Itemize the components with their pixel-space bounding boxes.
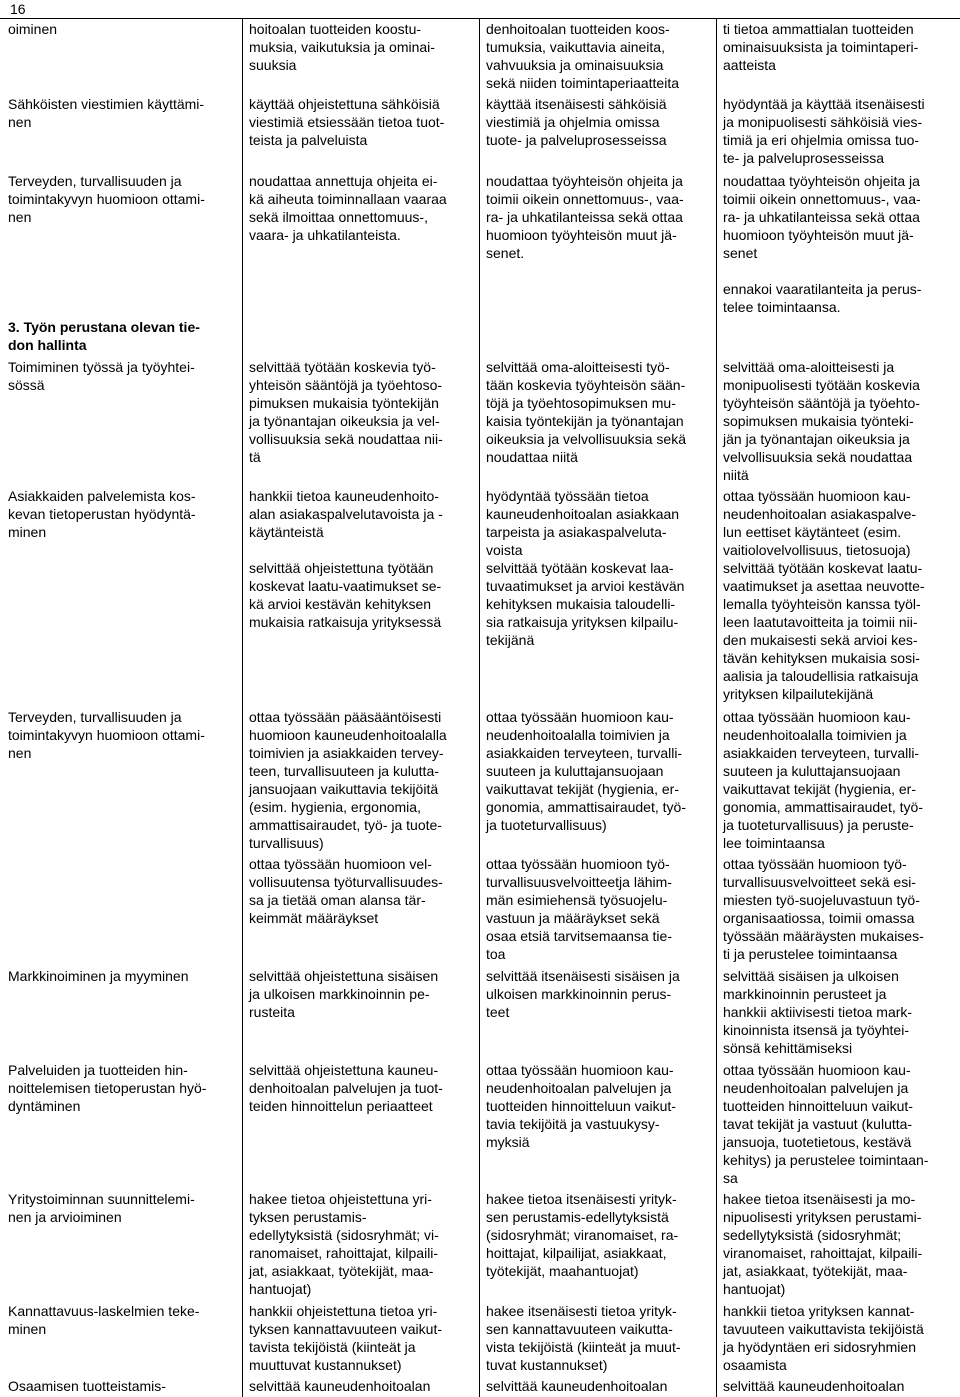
table-cell-tyoturvallisuus-col1: ottaa työssään huomioon vel- vollisuutensa työturvallisuudes- sa ja tietää oman alansa tär- keimmät määräykset xyxy=(249,856,443,926)
table-cell-kannattavuus-col0: Kannattavuus-laskelmien teke- minen xyxy=(8,1303,200,1337)
table-cell-suunnittelu-col3: hakee tietoa itsenäisesti ja mo- nipuolisesti yrityksen perustami- sedellytyksistä (sidosryhmät; viranomaiset, rahoittajat, kilpaili- jat, asiakkaat, työtekijät, maa- hantuojat) xyxy=(723,1191,923,1297)
table-cell-osaamisen-tuotteistaminen-col2: selvittää kauneudenhoitoalan xyxy=(486,1378,668,1394)
table-cell-asiakkaiden-palveleminen-col2: hyödyntää työssään tietoa kauneudenhoitoalan asiakkaan tarpeista ja asiakaspalveluta- voista xyxy=(486,488,680,558)
table-cell-toimiminen-tyossa-col0: Toimiminen työssä ja työyhtei- sössä xyxy=(8,359,195,393)
table-cell-laatuvaatimukset-col1: selvittää ohjeistettuna työtään koskevat laatu-vaatimukset se- kä arvioi kestävän kehityksen mukaisia ratkaisuja yrityksessä xyxy=(249,560,442,630)
table-cell-asiakkaiden-palveleminen-col1: hankkii tietoa kauneudenhoito- alan asiakaspalvelutavoista ja - käytänteistä xyxy=(249,488,443,540)
table-cell-toimiminen-tyossa-col2: selvittää oma-aloitteisesti työ- tään koskevia työyhteisön sään- töjä ja työehtosopimuksen mu- kaisia työntekijän ja työnantajan oikeuksia ja velvollisuuksia sekä noudattaa niitä xyxy=(486,359,686,465)
table-cell-osaamisen-tuotteistaminen-col3: selvittää kauneudenhoitoalan xyxy=(723,1378,905,1394)
table-cell-laatuvaatimukset-col2: selvittää työtään koskevat laa- tuvaatimukset ja arvioi kestävän kehityksen mukaisia taloudelli- sia ratkaisuja yrityksen kilpailu- tekijänä xyxy=(486,560,685,648)
table-cell-tyoturvallisuus-col3: ottaa työssään huomioon työ- turvallisuusvelvoitteet sekä esi- miesten työ-suojeluvastuun työ- organisaatiossa, toimii omassa työssään määräysten mukaises- ti ja perustelee toimintaansa xyxy=(723,856,924,962)
table-cell-oiminen-col0: oiminen xyxy=(8,21,58,37)
table-cell-terveys-1-col1: noudattaa annettuja ohjeita ei- kä aiheuta toiminnallaan vaaraa sekä ilmoittaa onnettomuus-, vaara- ja uhkatilanteista. xyxy=(249,173,447,243)
table-cell-kannattavuus-col3: hankkii tietoa yrityksen kannat- tavuuteen vaikuttavista tekijöistä ja hyödyntäen eri sidosryhmien osaamista xyxy=(723,1303,924,1373)
table-cell-terveys-1-col3: noudattaa työyhteisön ohjeita ja toimii oikein onnettomuus-, vaa- ra- ja uhkatilanteissa sekä ottaa huomioon työyhteisön muut jä- senet ennakoi vaaratilanteita ja perus- telee toimintaansa. xyxy=(723,173,922,315)
table-cell-sahkoiset-viestimet-col1: käyttää ohjeistettuna sähköisiä viestimiä etsiessään tietoa tuot- teista ja palveluista xyxy=(249,96,445,148)
table-cell-sahkoiset-viestimet-col3: hyödyntää ja käyttää itsenäisesti ja monipuolisesti sähköisiä vies- timiä ja eri ohjelmia omissa tuo- te- ja palveluprosesseissa xyxy=(723,96,925,166)
table-cell-suunnittelu-col0: Yritystoiminnan suunnittelemi- nen ja arvioiminen xyxy=(8,1191,195,1225)
table-cell-markkinointi-col2: selvittää itsenäisesti sisäisen ja ulkoisen markkinoinnin perus- teet xyxy=(486,968,680,1020)
table-cell-markkinointi-col3: selvittää sisäisen ja ulkoisen markkinoinnin perusteet ja hankkii aktiivisesti tietoa mark- kinoinnista itsensä ja työyhtei- sönsä kehittämiseksi xyxy=(723,968,913,1056)
table-cell-laatuvaatimukset-col3: selvittää työtään koskevat laatu- vaatimukset ja asettaa neuvotte- lemalla työyhteisön kanssa työl- leen laatutavoitteita ja toimii nii- den mukaisesti sekä arvioi kes- tävän kehityksen mukaisia sosi- aalisia ja taloudellisia ratkaisuja yrityksen kilpailutekijänä xyxy=(723,560,925,702)
table-top-border xyxy=(0,18,960,19)
table-cell-kannattavuus-col2: hakee itsenäisesti tietoa yrityk- sen kannattavuuteen vaikutta- vista tekijöistä (kiinteät ja muut- tuvat kustannukset) xyxy=(486,1303,681,1373)
table-cell-tyon-perustana-col0: 3. Työn perustana olevan tie- don hallinta xyxy=(8,319,200,353)
table-cell-hinnoittelu-col3: ottaa työssään huomioon kau- neudenhoitoalan palvelujen ja tuotteiden hinnoitteluun vaikut- tavat tekijät ja vastuut (kulutta- jansuoja, tuotetietous, kestävä kehitys) ja perustelee toimintaan- sa xyxy=(723,1062,929,1186)
table-cell-osaamisen-tuotteistaminen-col1: selvittää kauneudenhoitoalan xyxy=(249,1378,431,1394)
table-cell-terveys-2-col2: ottaa työssään huomioon kau- neudenhoitoalalla toimivien ja asiakkaiden terveyteen, turvalli- suuteen ja kuluttajansuojaan vaikuttavat tekijät (hygienia, er- gonomia, ammattisairaudet, työ- ja tuoteturvallisuus) xyxy=(486,709,686,833)
table-cell-tyoturvallisuus-col2: ottaa työssään huomioon työ- turvallisuusvelvoitteetja lähim- män esimiehensä työsuojelu- vastuun ja määräykset sekä osaa etsiä tarvitsemaansa tie- toa xyxy=(486,856,672,962)
table-cell-asiakkaiden-palveleminen-col3: ottaa työssään huomioon kau- neudenhoitoalan asiakaspalve- lun eettiset käytänteet (esim. vaitiolovelvollisuus, tietosuoja) xyxy=(723,488,917,558)
table-cell-kannattavuus-col1: hankkii ohjeistettuna tietoa yri- tyksen kannattavuuteen vaikut- tavista tekijöistä (kiinteät ja muuttuvat kustannukset) xyxy=(249,1303,443,1373)
table-cell-terveys-1-col2: noudattaa työyhteisön ohjeita ja toimii oikein onnettomuus-, vaa- ra- ja uhkatilanteissa sekä ottaa huomioon työyhteisön muut jä- senet. xyxy=(486,173,684,261)
table-cell-markkinointi-col0: Markkinoiminen ja myyminen xyxy=(8,968,189,984)
table-cell-oiminen-col1: hoitoalan tuotteiden koostu- muksia, vaikutuksia ja ominai- suuksia xyxy=(249,21,435,73)
table-cell-hinnoittelu-col0: Palveluiden ja tuotteiden hin- noittelemisen tietoperustan hyö- dyntäminen xyxy=(8,1062,207,1114)
table-cell-terveys-2-col0: Terveyden, turvallisuuden ja toimintakyvyn huomioon ottami- nen xyxy=(8,709,205,761)
table-cell-suunnittelu-col1: hakee tietoa ohjeistettuna yri- tyksen perustamis- edellytyksistä (sidosryhmät; vi- ranomaiset, rahoittajat, kilpaili- jat, asiakkaat, työtekijät, maa- hantuojat) xyxy=(249,1191,439,1297)
table-cell-oiminen-col2: denhoitoalan tuotteiden koos- tumuksia, vaikuttavia aineita, vahvuuksia ja ominaisuuksia sekä niiden toimintaperiaatteita xyxy=(486,21,680,91)
table-cell-hinnoittelu-col2: ottaa työssään huomioon kau- neudenhoitoalan palvelujen ja tuotteiden hinnoitteluun vaikut- tavia tekijöitä ja vastuukysy- myksiä xyxy=(486,1062,676,1150)
table-column-divider xyxy=(716,18,717,1397)
table-cell-terveys-2-col1: ottaa työssään pääsääntöisesti huomioon kauneudenhoitoalalla toimivien ja asiakkaiden tervey- teen, turvallisuuteen ja kulutta- jansuojaan vaikuttavia tekijöitä (esim. hygienia, ergonomia, ammattisairaudet, työ- ja tuote- turvallisuus) xyxy=(249,709,447,851)
table-cell-oiminen-col3: ti tietoa ammattialan tuotteiden ominaisuuksista ja toimintaperi- aatteista xyxy=(723,21,919,73)
table-cell-sahkoiset-viestimet-col2: käyttää itsenäisesti sähköisiä viestimiä ja ohjelmia omissa tuote- ja palveluprosesseissa xyxy=(486,96,667,148)
page-number: 16 xyxy=(10,1,26,17)
table-cell-hinnoittelu-col1: selvittää ohjeistettuna kauneu- denhoitoalan palvelujen ja tuot- teiden hinnoittelun periaatteet xyxy=(249,1062,443,1114)
table-column-divider xyxy=(479,18,480,1397)
table-cell-toimiminen-tyossa-col1: selvittää työtään koskevia työ- yhteisön sääntöjä ja työehtoso- pimuksen mukaisia työntekijän ja työnantajan oikeuksia ja vel- vollisuuksia sekä noudattaa nii- tä xyxy=(249,359,443,465)
table-cell-asiakkaiden-palveleminen-col0: Asiakkaiden palvelemista kos- kevan tietoperustan hyödyntä- minen xyxy=(8,488,196,540)
table-cell-toimiminen-tyossa-col3: selvittää oma-aloitteisesti ja monipuolisesti työtään koskevia työyhteisön sääntöjä ja työehto- sopimuksen mukaisia työnteki- jän ja työnantajan oikeuksia ja velvollisuuksia sekä noudattaa niitä xyxy=(723,359,920,483)
table-cell-sahkoiset-viestimet-col0: Sähköisten viestimien käyttämi- nen xyxy=(8,96,205,130)
table-cell-suunnittelu-col2: hakee tietoa itsenäisesti yrityk- sen perustamis-edellytyksistä (sidosryhmät; viranomaiset, ra- hoittajat, kilpailijat, asiakkaat, työtekijät, maahantuojat) xyxy=(486,1191,679,1279)
table-cell-terveys-2-col3: ottaa työssään huomioon kau- neudenhoitoalalla toimivien ja asiakkaiden terveyteen, turvalli- suuteen ja kuluttajansuojaan vaikuttavat tekijät (hygienia, er- gonomia, ammattisairaudet, työ- ja tuoteturvallisuus) ja peruste- lee toimintaansa xyxy=(723,709,923,851)
table-cell-osaamisen-tuotteistaminen-col0: Osaamisen tuotteistamis- xyxy=(8,1378,166,1394)
table-column-divider xyxy=(242,18,243,1397)
table-cell-terveys-1-col0: Terveyden, turvallisuuden ja toimintakyvyn huomioon ottami- nen xyxy=(8,173,205,225)
table-cell-markkinointi-col1: selvittää ohjeistettuna sisäisen ja ulkoisen markkinoinnin pe- rusteita xyxy=(249,968,439,1020)
